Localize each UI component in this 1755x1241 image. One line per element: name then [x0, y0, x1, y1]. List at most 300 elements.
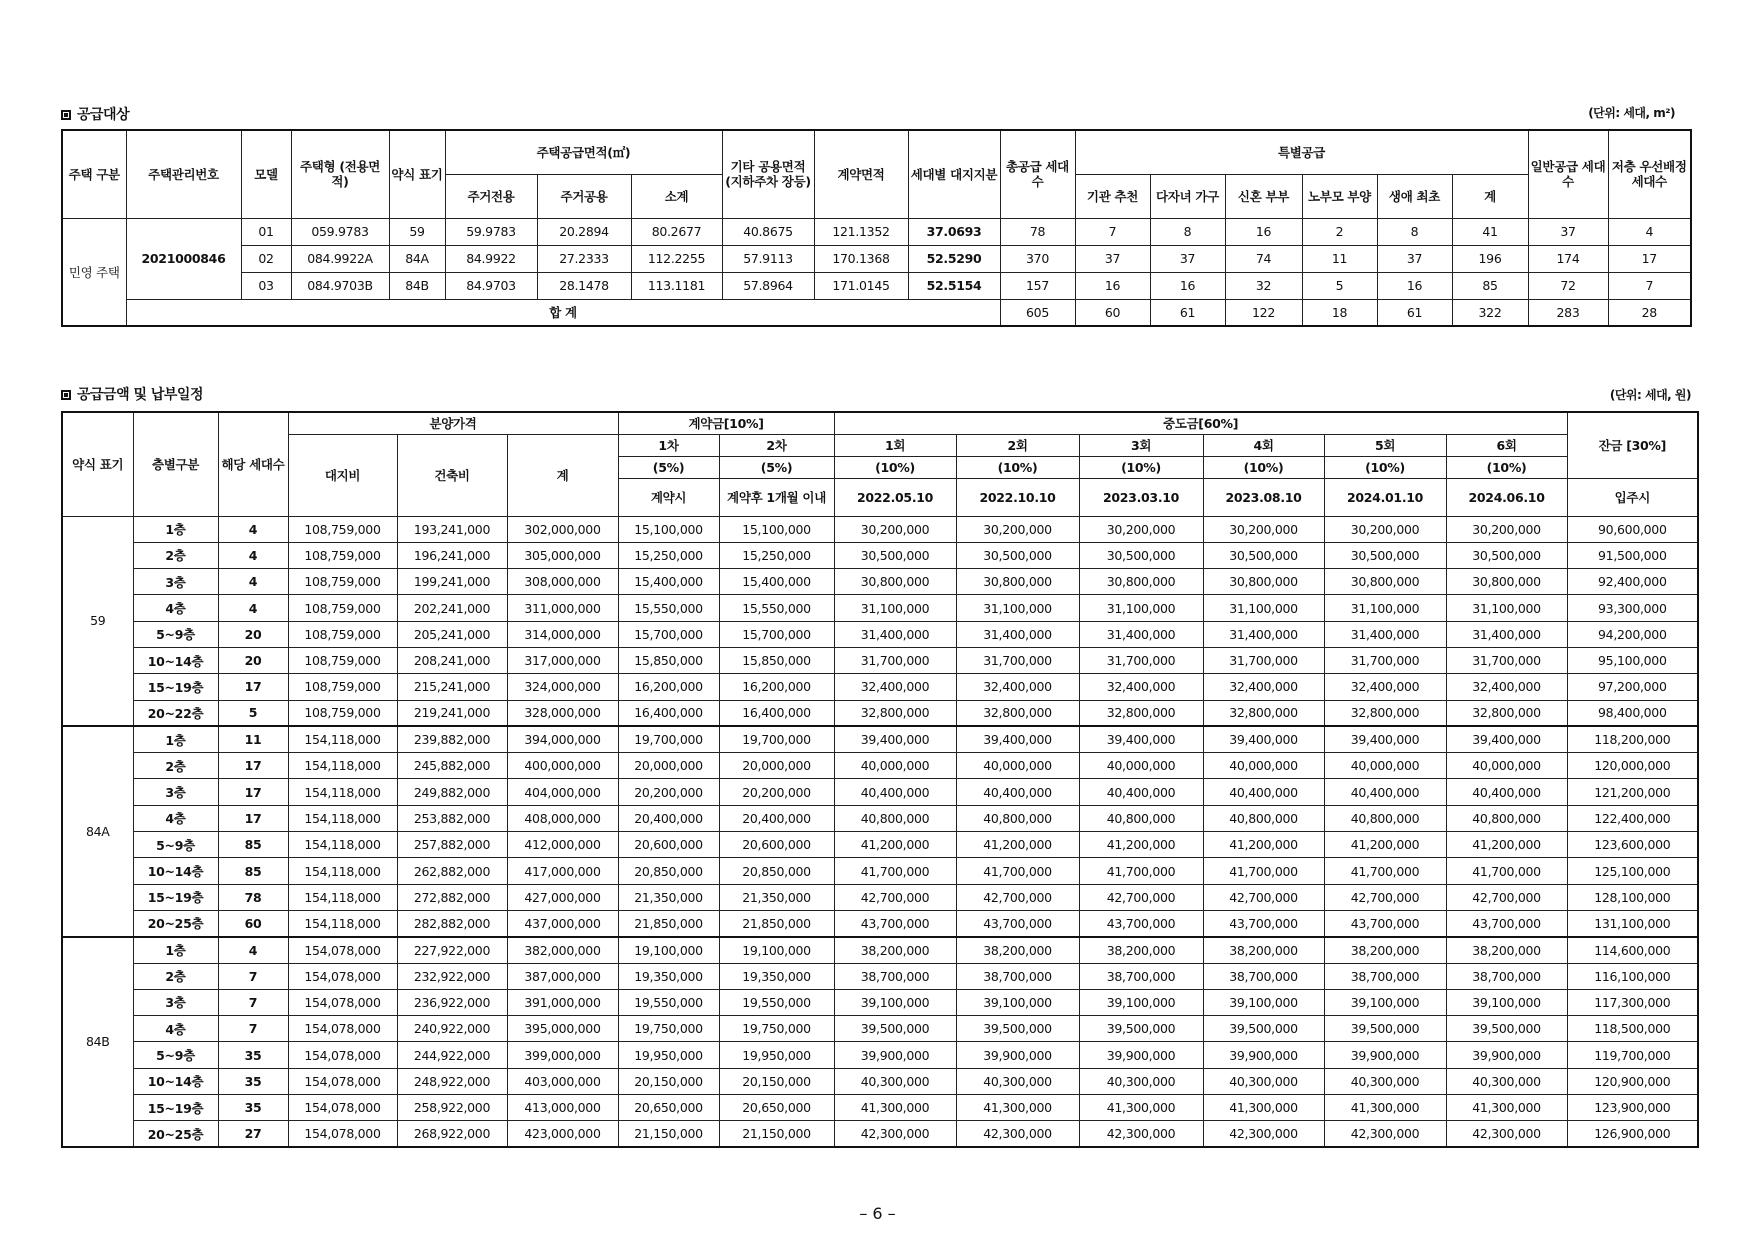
amount-cell: 38,200,000 [1324, 937, 1446, 963]
amount-cell: 404,000,000 [507, 779, 618, 805]
amount-cell: 38,200,000 [834, 937, 956, 963]
amount-cell: 93,300,000 [1567, 595, 1698, 621]
header-mid-date: 2023.03.10 [1079, 478, 1203, 516]
amount-cell: 239,882,000 [397, 726, 507, 752]
table-cell: 80.2677 [631, 218, 722, 245]
amount-cell: 311,000,000 [507, 595, 618, 621]
table-row [62, 647, 1698, 673]
amount-cell: 30,500,000 [1079, 542, 1203, 568]
table-cell: 084.9922A [291, 245, 389, 272]
header-other-common: 기타 공용면적 (지하주차 장등) [722, 130, 814, 218]
amount-cell: 30,800,000 [1446, 569, 1567, 595]
amount-cell: 39,400,000 [1079, 726, 1203, 752]
header-supply-area: 주택공급면적(㎡) [445, 130, 722, 174]
amount-cell: 15,400,000 [618, 569, 719, 595]
amount-cell: 40,800,000 [1324, 805, 1446, 831]
header-mid-1: 1회 [834, 434, 956, 456]
amount-cell: 116,100,000 [1567, 963, 1698, 989]
units-cell: 17 [218, 805, 288, 831]
table-cell: 7 [1075, 218, 1150, 245]
header-sum: 계 [507, 434, 618, 516]
header-mid-date: 2023.08.10 [1203, 478, 1324, 516]
supply-target-table [61, 129, 1692, 327]
amount-cell: 154,078,000 [288, 1121, 397, 1147]
amount-cell: 257,882,000 [397, 832, 507, 858]
amount-cell: 417,000,000 [507, 858, 618, 884]
amount-cell: 32,800,000 [1203, 700, 1324, 726]
housing-type-cell: 민영 주택 [62, 218, 126, 326]
amount-cell: 248,922,000 [397, 1068, 507, 1094]
amount-cell: 15,550,000 [719, 595, 834, 621]
amount-cell: 21,350,000 [618, 884, 719, 910]
table-cell: 37 [1528, 218, 1608, 245]
units-cell: 27 [218, 1121, 288, 1147]
amount-cell: 41,200,000 [1446, 832, 1567, 858]
amount-cell: 40,000,000 [1324, 753, 1446, 779]
header-mid-date: 2024.01.10 [1324, 478, 1446, 516]
amount-cell: 154,078,000 [288, 963, 397, 989]
amount-cell: 19,100,000 [618, 937, 719, 963]
amount-cell: 31,100,000 [1079, 595, 1203, 621]
amount-cell: 38,200,000 [1203, 937, 1324, 963]
table-cell: 85 [1452, 272, 1528, 299]
header-mid-pct: (10%) [956, 456, 1079, 478]
amount-cell: 131,100,000 [1567, 910, 1698, 936]
amount-cell: 40,800,000 [834, 805, 956, 831]
total-cell: 18 [1302, 299, 1377, 326]
header-mid-2: 2회 [956, 434, 1079, 456]
amount-cell: 314,000,000 [507, 621, 618, 647]
amount-cell: 30,800,000 [1203, 569, 1324, 595]
amount-cell: 40,000,000 [1446, 753, 1567, 779]
section-title-supply-target [61, 104, 129, 124]
amount-cell: 122,400,000 [1567, 805, 1698, 831]
amount-cell: 40,000,000 [1079, 753, 1203, 779]
amount-cell: 31,100,000 [1203, 595, 1324, 621]
amount-cell: 108,759,000 [288, 674, 397, 700]
table-row [62, 516, 1698, 542]
amount-cell: 120,000,000 [1567, 753, 1698, 779]
amount-cell: 154,118,000 [288, 832, 397, 858]
amount-cell: 42,700,000 [1324, 884, 1446, 910]
table-cell: 5 [1302, 272, 1377, 299]
amount-cell: 154,118,000 [288, 805, 397, 831]
amount-cell: 272,882,000 [397, 884, 507, 910]
amount-cell: 41,300,000 [1446, 1095, 1567, 1121]
amount-cell: 19,950,000 [719, 1042, 834, 1068]
amount-cell: 205,241,000 [397, 621, 507, 647]
amount-cell: 118,200,000 [1567, 726, 1698, 752]
amount-cell: 154,118,000 [288, 910, 397, 936]
amount-cell: 16,200,000 [719, 674, 834, 700]
amount-cell: 108,759,000 [288, 542, 397, 568]
amount-cell: 92,400,000 [1567, 569, 1698, 595]
header-deposit: 계약금[10%] [618, 412, 834, 434]
table-cell: 40.8675 [722, 218, 814, 245]
amount-cell: 30,800,000 [956, 569, 1079, 595]
page-number: – 6 – [859, 1204, 896, 1223]
amount-cell: 154,078,000 [288, 937, 397, 963]
amount-cell: 20,650,000 [618, 1095, 719, 1121]
amount-cell: 128,100,000 [1567, 884, 1698, 910]
amount-cell: 232,922,000 [397, 963, 507, 989]
header-d1-time: 계약시 [618, 478, 719, 516]
amount-cell: 317,000,000 [507, 647, 618, 673]
header-mid-pct: (10%) [1203, 456, 1324, 478]
table-cell: 37 [1150, 245, 1225, 272]
amount-cell: 30,800,000 [1079, 569, 1203, 595]
table-cell: 20.2894 [537, 218, 631, 245]
amount-cell: 382,000,000 [507, 937, 618, 963]
amount-cell: 125,100,000 [1567, 858, 1698, 884]
amount-cell: 38,700,000 [1446, 963, 1567, 989]
amount-cell: 16,400,000 [719, 700, 834, 726]
table-row [62, 595, 1698, 621]
amount-cell: 38,200,000 [956, 937, 1079, 963]
amount-cell: 32,800,000 [1446, 700, 1567, 726]
amount-cell: 154,118,000 [288, 884, 397, 910]
header-mid-3: 3회 [1079, 434, 1203, 456]
table-cell: 2 [1302, 218, 1377, 245]
amount-cell: 19,750,000 [618, 1016, 719, 1042]
total-row [62, 299, 1691, 326]
amount-cell: 40,300,000 [1324, 1068, 1446, 1094]
amount-cell: 39,400,000 [1324, 726, 1446, 752]
section-title-text: 공급대상 [77, 107, 130, 123]
amount-cell: 412,000,000 [507, 832, 618, 858]
table-cell: 113.1181 [631, 272, 722, 299]
table-cell: 171.0145 [814, 272, 908, 299]
amount-cell: 41,200,000 [1079, 832, 1203, 858]
amount-cell: 20,000,000 [618, 753, 719, 779]
header-mid-pct: (10%) [1446, 456, 1567, 478]
amount-cell: 41,700,000 [1324, 858, 1446, 884]
amount-cell: 41,700,000 [956, 858, 1079, 884]
table-cell: 84A [389, 245, 445, 272]
header-mid-pct: (10%) [834, 456, 956, 478]
units-cell: 17 [218, 779, 288, 805]
amount-cell: 30,800,000 [834, 569, 956, 595]
amount-cell: 196,241,000 [397, 542, 507, 568]
amount-cell: 95,100,000 [1567, 647, 1698, 673]
amount-cell: 40,300,000 [1203, 1068, 1324, 1094]
amount-cell: 31,100,000 [1446, 595, 1567, 621]
amount-cell: 19,700,000 [618, 726, 719, 752]
table-cell: 03 [241, 272, 291, 299]
header-floor: 층별구분 [133, 412, 218, 516]
amount-cell: 39,100,000 [956, 989, 1079, 1015]
amount-cell: 108,759,000 [288, 516, 397, 542]
amount-cell: 39,900,000 [834, 1042, 956, 1068]
amount-cell: 43,700,000 [1079, 910, 1203, 936]
header-land: 대지비 [288, 434, 397, 516]
units-cell: 35 [218, 1042, 288, 1068]
total-cell: 605 [1000, 299, 1075, 326]
amount-cell: 30,200,000 [1203, 516, 1324, 542]
amount-cell: 39,100,000 [1446, 989, 1567, 1015]
units-cell: 20 [218, 647, 288, 673]
total-cell: 322 [1452, 299, 1528, 326]
table-cell: 52.5290 [908, 245, 1000, 272]
amount-cell: 42,700,000 [1446, 884, 1567, 910]
amount-cell: 41,300,000 [1079, 1095, 1203, 1121]
amount-cell: 108,759,000 [288, 595, 397, 621]
header-balance-time: 입주시 [1567, 478, 1698, 516]
amount-cell: 324,000,000 [507, 674, 618, 700]
table-cell: 41 [1452, 218, 1528, 245]
header-price: 분양가격 [288, 412, 618, 434]
amount-cell: 20,000,000 [719, 753, 834, 779]
amount-cell: 30,500,000 [956, 542, 1079, 568]
unit-note: (단위: 세대, m²) [1588, 106, 1675, 120]
table-cell: 57.9113 [722, 245, 814, 272]
header-special: 특별공급 [1075, 130, 1528, 174]
table-cell: 02 [241, 245, 291, 272]
table-cell: 59.9783 [445, 218, 537, 245]
amount-cell: 98,400,000 [1567, 700, 1698, 726]
table-cell: 11 [1302, 245, 1377, 272]
amount-cell: 39,500,000 [1446, 1016, 1567, 1042]
amount-cell: 94,200,000 [1567, 621, 1698, 647]
table-cell: 78 [1000, 218, 1075, 245]
amount-cell: 42,300,000 [956, 1121, 1079, 1147]
header-mid-date: 2022.10.10 [956, 478, 1079, 516]
amount-cell: 20,600,000 [618, 832, 719, 858]
floor-cell: 1층 [133, 937, 218, 963]
units-cell: 4 [218, 516, 288, 542]
table-cell: 16 [1225, 218, 1302, 245]
header-mid-5: 5회 [1324, 434, 1446, 456]
amount-cell: 19,550,000 [719, 989, 834, 1015]
units-cell: 35 [218, 1068, 288, 1094]
amount-cell: 20,400,000 [618, 805, 719, 831]
amount-cell: 394,000,000 [507, 726, 618, 752]
amount-cell: 308,000,000 [507, 569, 618, 595]
amount-cell: 40,400,000 [1324, 779, 1446, 805]
amount-cell: 39,500,000 [1324, 1016, 1446, 1042]
amount-cell: 39,100,000 [1324, 989, 1446, 1015]
header-housing-type: 주택 구분 [62, 130, 126, 218]
units-cell: 60 [218, 910, 288, 936]
header-d2: 2차 [719, 434, 834, 456]
table-row [62, 700, 1698, 726]
table-row [62, 832, 1698, 858]
table-row [62, 674, 1698, 700]
amount-cell: 31,400,000 [1079, 621, 1203, 647]
floor-cell: 15~19층 [133, 674, 218, 700]
table-cell: 059.9783 [291, 218, 389, 245]
floor-cell: 5~9층 [133, 1042, 218, 1068]
amount-cell: 39,500,000 [1203, 1016, 1324, 1042]
amount-cell: 15,100,000 [618, 516, 719, 542]
table-row [62, 726, 1698, 752]
table-row [62, 805, 1698, 831]
amount-cell: 40,000,000 [1203, 753, 1324, 779]
table-cell: 084.9703B [291, 272, 389, 299]
table-row [62, 963, 1698, 989]
amount-cell: 30,500,000 [1446, 542, 1567, 568]
floor-cell: 1층 [133, 726, 218, 752]
units-cell: 11 [218, 726, 288, 752]
amount-cell: 32,800,000 [956, 700, 1079, 726]
amount-cell: 31,400,000 [1203, 621, 1324, 647]
amount-cell: 39,500,000 [834, 1016, 956, 1042]
header-common: 주거공용 [537, 174, 631, 218]
amount-cell: 15,400,000 [719, 569, 834, 595]
table-cell: 170.1368 [814, 245, 908, 272]
units-cell: 78 [218, 884, 288, 910]
floor-cell: 20~22층 [133, 700, 218, 726]
amount-cell: 90,600,000 [1567, 516, 1698, 542]
amount-cell: 39,400,000 [834, 726, 956, 752]
units-cell: 4 [218, 937, 288, 963]
amount-cell: 20,600,000 [719, 832, 834, 858]
amount-cell: 91,500,000 [1567, 542, 1698, 568]
floor-cell: 3층 [133, 569, 218, 595]
table-cell: 16 [1075, 272, 1150, 299]
header-mgmt-no: 주택관리번호 [126, 130, 241, 218]
amount-cell: 258,922,000 [397, 1095, 507, 1121]
units-cell: 4 [218, 542, 288, 568]
table-row [62, 1016, 1698, 1042]
table-cell: 8 [1150, 218, 1225, 245]
amount-cell: 31,700,000 [1079, 647, 1203, 673]
header-exclusive: 주거전용 [445, 174, 537, 218]
floor-cell: 15~19층 [133, 884, 218, 910]
amount-cell: 262,882,000 [397, 858, 507, 884]
amount-cell: 30,200,000 [1324, 516, 1446, 542]
amount-cell: 40,400,000 [834, 779, 956, 805]
amount-cell: 20,400,000 [719, 805, 834, 831]
amount-cell: 41,700,000 [1446, 858, 1567, 884]
amount-cell: 249,882,000 [397, 779, 507, 805]
amount-cell: 42,300,000 [1203, 1121, 1324, 1147]
header-sp-parent: 노부모 부양 [1302, 174, 1377, 218]
amount-cell: 38,700,000 [956, 963, 1079, 989]
amount-cell: 40,800,000 [1203, 805, 1324, 831]
floor-cell: 10~14층 [133, 858, 218, 884]
units-cell: 20 [218, 621, 288, 647]
amount-cell: 30,500,000 [1203, 542, 1324, 568]
amount-cell: 32,400,000 [1079, 674, 1203, 700]
amount-cell: 15,700,000 [618, 621, 719, 647]
amount-cell: 245,882,000 [397, 753, 507, 779]
amount-cell: 40,300,000 [956, 1068, 1079, 1094]
amount-cell: 20,850,000 [719, 858, 834, 884]
header-land-share: 세대별 대지지분 [908, 130, 1000, 218]
amount-cell: 30,500,000 [834, 542, 956, 568]
amount-cell: 39,500,000 [1079, 1016, 1203, 1042]
amount-cell: 39,100,000 [1203, 989, 1324, 1015]
amount-cell: 30,200,000 [1079, 516, 1203, 542]
floor-cell: 3층 [133, 779, 218, 805]
amount-cell: 19,750,000 [719, 1016, 834, 1042]
amount-cell: 41,300,000 [1324, 1095, 1446, 1121]
amount-cell: 19,350,000 [719, 963, 834, 989]
header-d1: 1차 [618, 434, 719, 456]
amount-cell: 40,300,000 [834, 1068, 956, 1094]
amount-cell: 41,300,000 [956, 1095, 1079, 1121]
amount-cell: 40,400,000 [1079, 779, 1203, 805]
floor-cell: 20~25층 [133, 1121, 218, 1147]
amount-cell: 16,400,000 [618, 700, 719, 726]
amount-cell: 108,759,000 [288, 569, 397, 595]
amount-cell: 31,700,000 [1324, 647, 1446, 673]
amount-cell: 408,000,000 [507, 805, 618, 831]
amount-cell: 154,118,000 [288, 858, 397, 884]
amount-cell: 20,650,000 [719, 1095, 834, 1121]
amount-cell: 39,900,000 [1446, 1042, 1567, 1068]
header-low-floor: 저층 우선배정 세대수 [1608, 130, 1691, 218]
amount-cell: 42,300,000 [834, 1121, 956, 1147]
amount-cell: 38,200,000 [1079, 937, 1203, 963]
floor-cell: 2층 [133, 753, 218, 779]
amount-cell: 15,850,000 [618, 647, 719, 673]
table-cell: 157 [1000, 272, 1075, 299]
amount-cell: 32,400,000 [1324, 674, 1446, 700]
amount-cell: 114,600,000 [1567, 937, 1698, 963]
amount-cell: 395,000,000 [507, 1016, 618, 1042]
amount-cell: 19,700,000 [719, 726, 834, 752]
amount-cell: 15,550,000 [618, 595, 719, 621]
table-cell: 57.8964 [722, 272, 814, 299]
header-sp-first: 생애 최초 [1377, 174, 1452, 218]
header-build: 건축비 [397, 434, 507, 516]
amount-cell: 16,200,000 [618, 674, 719, 700]
amount-cell: 19,100,000 [719, 937, 834, 963]
amount-cell: 40,000,000 [956, 753, 1079, 779]
mgmt-no-cell: 2021000846 [126, 218, 241, 299]
amount-cell: 38,700,000 [1203, 963, 1324, 989]
table-cell: 37 [1075, 245, 1150, 272]
floor-cell: 5~9층 [133, 621, 218, 647]
amount-cell: 20,150,000 [719, 1068, 834, 1094]
amount-cell: 154,078,000 [288, 1016, 397, 1042]
amount-cell: 41,300,000 [834, 1095, 956, 1121]
amount-cell: 40,300,000 [1446, 1068, 1567, 1094]
price-schedule-table [61, 411, 1699, 1148]
amount-cell: 41,200,000 [1203, 832, 1324, 858]
units-cell: 17 [218, 674, 288, 700]
amount-cell: 193,241,000 [397, 516, 507, 542]
amount-cell: 32,800,000 [1079, 700, 1203, 726]
table-cell: 112.2255 [631, 245, 722, 272]
amount-cell: 30,200,000 [834, 516, 956, 542]
amount-cell: 154,118,000 [288, 753, 397, 779]
amount-cell: 413,000,000 [507, 1095, 618, 1121]
amount-cell: 15,850,000 [719, 647, 834, 673]
amount-cell: 43,700,000 [1203, 910, 1324, 936]
amount-cell: 42,700,000 [1203, 884, 1324, 910]
amount-cell: 15,700,000 [719, 621, 834, 647]
floor-cell: 10~14층 [133, 647, 218, 673]
table-cell: 370 [1000, 245, 1075, 272]
header-middle: 중도금[60%] [834, 412, 1567, 434]
units-cell: 85 [218, 858, 288, 884]
amount-cell: 31,700,000 [834, 647, 956, 673]
amount-cell: 42,300,000 [1079, 1121, 1203, 1147]
unit-note: (단위: 세대, 원) [1609, 388, 1691, 402]
table-cell: 37 [1377, 245, 1452, 272]
amount-cell: 240,922,000 [397, 1016, 507, 1042]
amount-cell: 39,900,000 [1079, 1042, 1203, 1068]
amount-cell: 43,700,000 [956, 910, 1079, 936]
amount-cell: 391,000,000 [507, 989, 618, 1015]
table-cell: 52.5154 [908, 272, 1000, 299]
amount-cell: 30,200,000 [1446, 516, 1567, 542]
amount-cell: 244,922,000 [397, 1042, 507, 1068]
amount-cell: 42,300,000 [1446, 1121, 1567, 1147]
